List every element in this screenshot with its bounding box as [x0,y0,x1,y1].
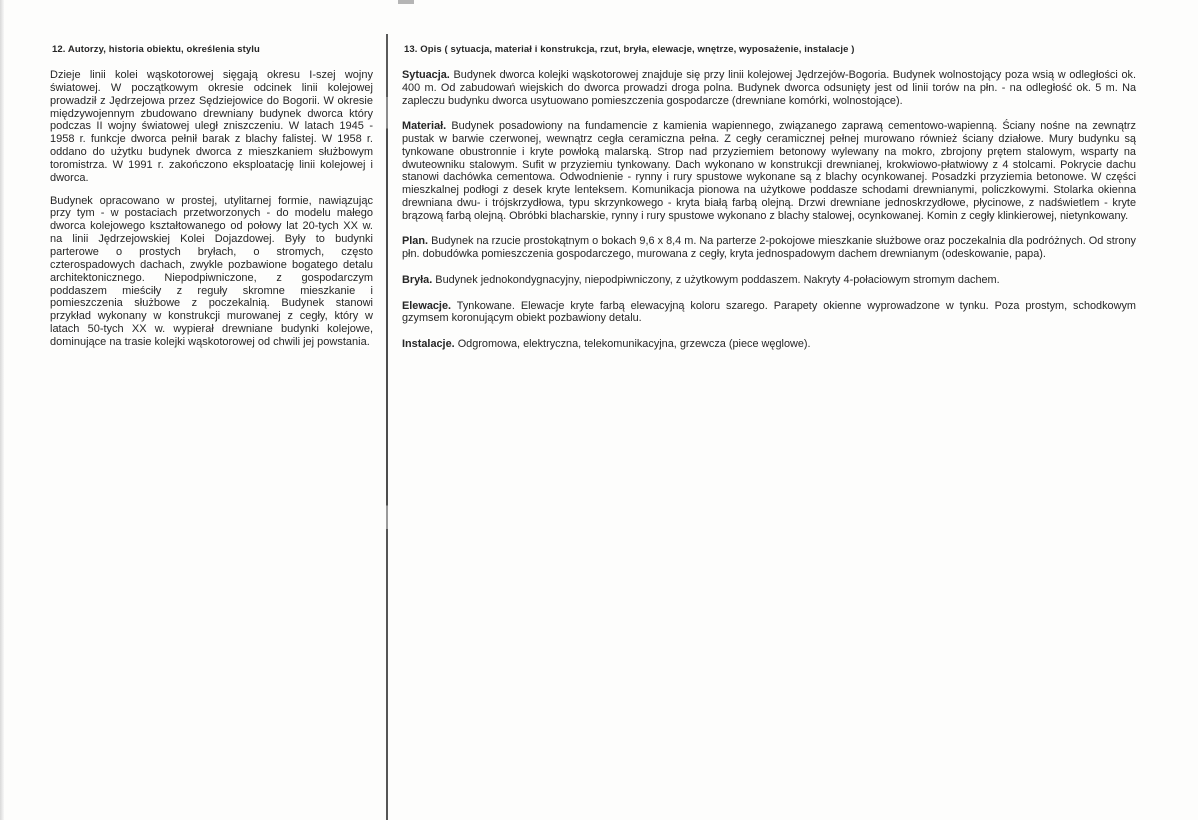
section-situation [402,69,1136,107]
history-column [50,38,373,359]
section-label: Instalacje. [402,338,455,350]
section-label: Sytuacja. [402,69,450,81]
description-heading: 13. Opis ( sytuacja, materiał i konstrukcja, rzut, bryła, elewacje, wnętrze, wyposażenie, instalacje ) [404,44,855,55]
section-plan [402,235,1136,261]
section-text: Odgromowa, elektryczna, telekomunikacyjna, grzewcza (piece węglowe). [454,338,811,350]
column-divider [386,34,388,820]
section-label: Materiał. [402,120,447,133]
section-text: Budynek posadowiony na fundamencie z kamienia wapiennego, związanego zaprawą cementowo-wapienną. Ściany nośne na zewnątrz pustak w barwie czerwonej, wewnątrz cegła ceramiczna pełna. Z cegły ceramicznej pełnej murowano również ściany działowe. Mury budynku są tynkowane obustronnie i kryte powłoką malarską. Strop nad przyziemiem betonowy wylewany na mokro, zbrojony prętem stalowym, wsparty na dwuteowniku stalowym. Sufit w przyziemiu tynkowany. Dach wykonano w konstrukcji drewnianej, krokwiowo-płatwiowy z 4 stolcami. Pokrycie dachu stanowi dachówka cementowa. Odwodnienie - rynny i rury spustowe wykonane są z blachy ocynkowanej. Posadzki przyziemia betonowe. W części mieszkalnej podłogi z desek kryte lenteksem. Komunikacja pionowa na użytkowe poddasze schodami drewnianymi, policzkowymi. Stolarka okienna drewniana dwu- i trójskrzydłowa, typu skrzynkowego - kryta białą farbą olejną. Drzwi drewniane jednoskrzydłowe, płycinowe, z nadświetlem - kryte brązową farbą olejną. Obróbki blacharskie, rynny i rury spustowe wykonano z blachy stalowej, ocynkowanej. Komin z cegły klinkierowej, nietynkowany. [402,120,1136,222]
section-massing [402,274,1136,287]
section-text: Budynek dworca kolejki wąskotorowej znajduje się przy linii kolejowej Jędrzejów-Bogoria. Budynek wolnostojący poza wsią w odległości ok. 400 m. Od zabudowań wiejskich do dworca prowadzi droga polna. Budynek dworca odsunięty jest od linii torów na płn. - na odległość ok. 5 m. Na zapleczu budynku dworca usytuowano pomieszczenia gospodarcze (drewniane komórki, wolnostojące). [402,69,1136,107]
history-paragraph: Dzieje linii kolei wąskotorowej sięgają okresu I-szej wojny światowej. W początkowym okresie odcinek linii kolejowej prowadził z Jędrzejowa przez Sędziejowice do Bogorii. W okresie międzywojennym zbudowano drewniany budynek dworca który podczas II wojny światowej uległ zniszczeniu. W latach 1945 - 1958 r. funkcje dworca pełnił barak z blachy falistej. W 1958 r. oddano do użytku budynek dworca z mieszkaniem służbowym toromistrza. W 1991 r. zakończono eksploatację linii kolejowej i dworca. [50,69,373,184]
scan-mark [398,0,414,4]
section-text: Tynkowane. Elewacje kryte farbą elewacyjną koloru szarego. Parapety okienne wyprowadzone w tynku. Poza prostym, schodkowym gzymsem koronującym obiekt pozbawiony detalu. [402,299,1136,325]
history-heading: 12. Autorzy, historia obiektu, określenia stylu [52,44,260,55]
section-label: Plan. [402,235,429,248]
section-material [402,120,1136,222]
section-installations [402,338,1136,351]
description-column [402,38,1136,364]
section-label: Elewacje. [402,299,452,312]
section-elevations [402,300,1136,326]
section-label: Bryła. [402,273,433,286]
section-text: Budynek na rzucie prostokątnym o bokach 9,6 x 8,4 m. Na parterze 2-pokojowe mieszkanie służbowe oraz poczekalnia dla podróżnych. Od strony płn. dobudówka pomieszczenia gospodarczego, murowana z cegły, kryta jednospadowym dachem drewnianym (odeskowanie, papa). [402,235,1136,260]
section-text: Budynek jednokondygnacyjny, niepodpiwniczony, z użytkowym poddaszem. Nakryty 4-połaciowym stromym dachem. [432,273,1000,286]
scan-edge [0,0,4,820]
style-paragraph: Budynek opracowano w prostej, utylitarnej formie, nawiązując przy tym - w postaciach przetworzonych - do modelu małego dworca kolejowego kształtowanego od połowy lat 20-tych XX w. na linii Jędrzejowskiej Kolei Dojazdowej. Były to budynki parterowe o prostych bryłach, o stromych, często czterospadowych dachach, zwykle pozbawione bogatego detalu architektonicznego. Niepodpiwniczone, z gospodarczym poddaszem mieściły z reguły skromne mieszkanie i pomieszczenia służbowe z poczekalnią. Budynek stanowi przykład wykonany w konstrukcji murowanej z cegły, który w latach 50-tych XX w. wypierał drewniane budynki kolejowe, dominujące na trasie kolejki wąskotorowej od chwili jej powstania. [50,194,373,348]
